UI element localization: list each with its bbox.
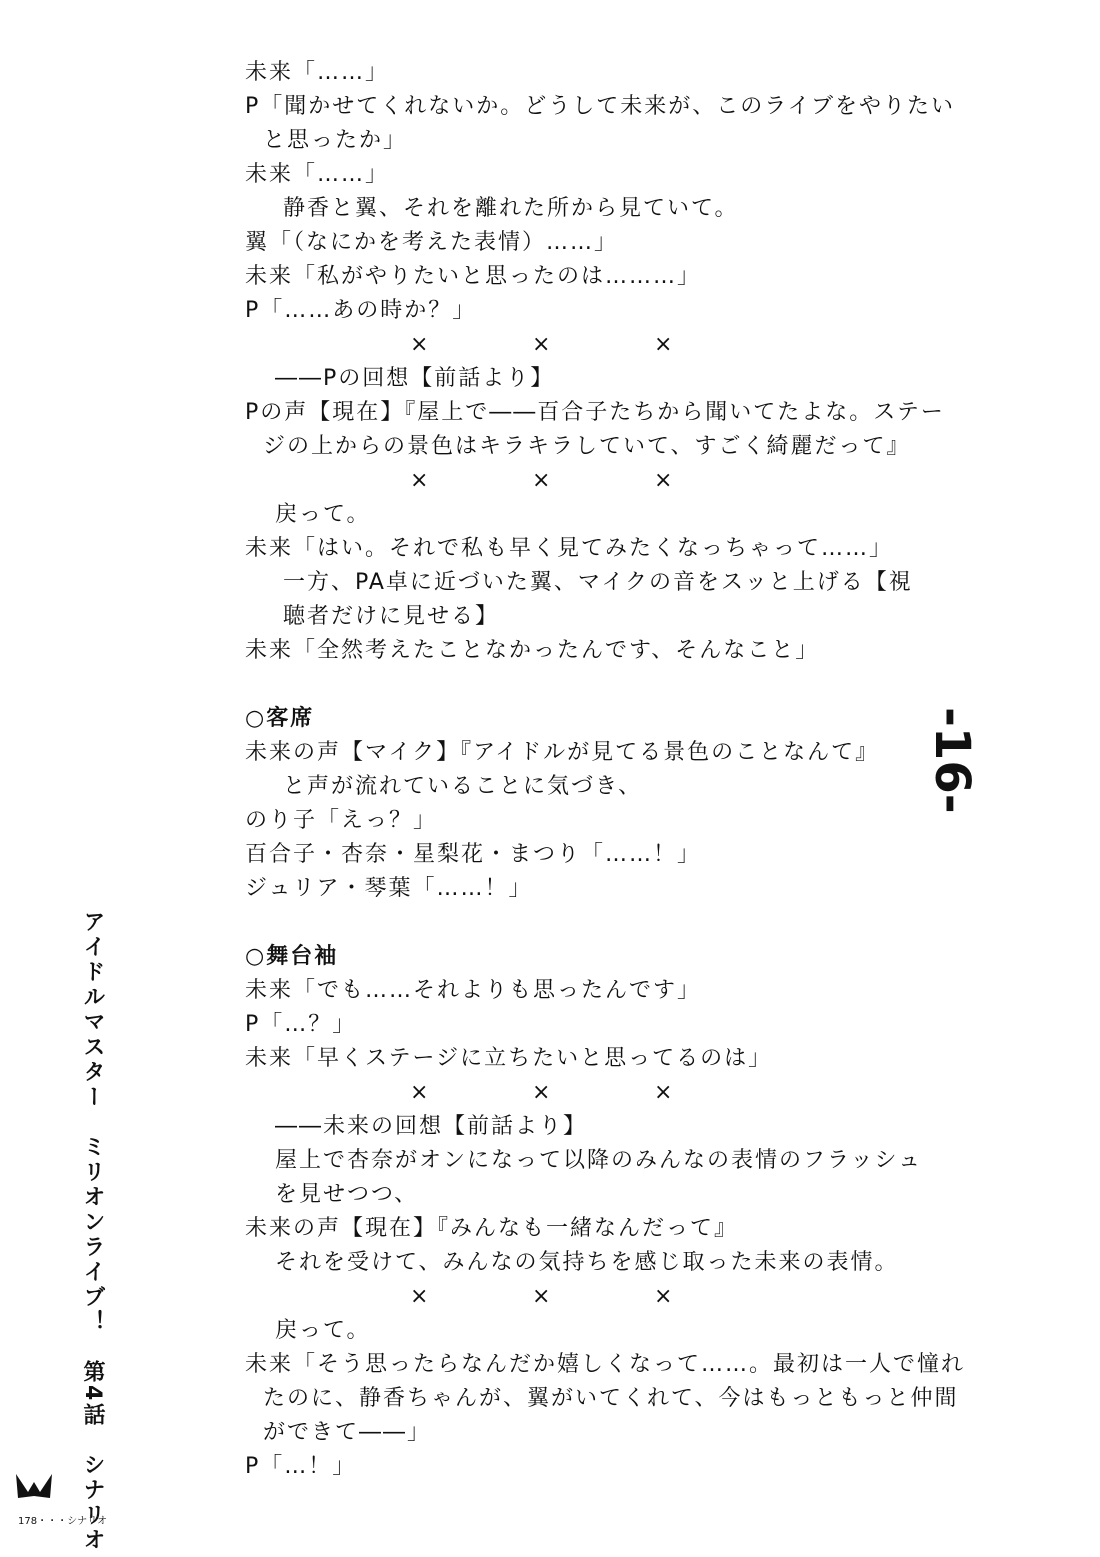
script-line: たのに、静香ちゃんが、翼がいてくれて、今はもっともっと仲間 xyxy=(263,1386,959,1411)
separator-mark: × xyxy=(654,332,673,357)
script-line: と声が流れていることに気づき、 xyxy=(283,774,643,799)
script-line: を見せつつ、 xyxy=(275,1182,419,1207)
scene-heading: ○客席 xyxy=(245,706,315,731)
script-line: 聴者だけに見せる】 xyxy=(283,604,500,629)
script-line: 未来「はい。それで私も早く見てみたくなっちゃって……」 xyxy=(245,536,894,561)
script-line: ――Pの回想【前話より】 xyxy=(275,366,555,391)
footer-page-label: 178・・・シナリオ xyxy=(18,1516,107,1527)
script-line: Pの声【現在】『屋上で――百合子たちから聞いてたよな。ステー xyxy=(245,400,945,425)
script-line: P「…！」 xyxy=(245,1454,357,1479)
scene-separator xyxy=(245,1076,855,1110)
script-line: 屋上で杏奈がオンになって以降のみんなの表情のフラッシュ xyxy=(275,1148,923,1173)
scene-separator xyxy=(245,1280,855,1314)
separator-mark: × xyxy=(410,332,429,357)
script-line: 未来「でも……それよりも思ったんです」 xyxy=(245,978,702,1003)
script-line: ――未来の回想【前話より】 xyxy=(275,1114,588,1139)
script-line: 未来「全然考えたことなかったんです、そんなこと」 xyxy=(245,638,820,663)
separator-mark: × xyxy=(654,1284,673,1309)
script-line: P「聞かせてくれないか。どうして未来が、このライブをやりたい xyxy=(245,94,955,119)
script-line: それを受けて、みんなの気持ちを感じ取った未来の表情。 xyxy=(275,1250,899,1275)
separator-mark: × xyxy=(532,468,551,493)
scene-separator xyxy=(245,328,855,362)
script-line: 未来の声【マイク】『アイドルが見てる景色のことなんて』 xyxy=(245,740,880,765)
script-line: 未来の声【現在】『みんなも一緒なんだって』 xyxy=(245,1216,739,1241)
separator-mark: × xyxy=(532,1080,551,1105)
blank-line xyxy=(245,668,855,702)
page-number: -16- xyxy=(924,706,980,814)
separator-mark: × xyxy=(410,468,429,493)
blank-line xyxy=(245,906,855,940)
scene-separator xyxy=(245,464,855,498)
script-line: 翼「（なにかを考えた表情）……」 xyxy=(245,230,619,255)
script-line: ジの上からの景色はキラキラしていて、すごく綺麗だって』 xyxy=(263,434,911,459)
separator-mark: × xyxy=(410,1080,429,1105)
separator-mark: × xyxy=(532,1284,551,1309)
script-line: 戻って。 xyxy=(275,502,371,527)
script-line: P「…？」 xyxy=(245,1012,357,1037)
script-line: 未来「……」 xyxy=(245,60,390,85)
script-line: 戻って。 xyxy=(275,1318,371,1343)
script-line: ジュリア・琴葉「……！」 xyxy=(245,876,533,901)
butterfly-logo-icon xyxy=(14,1470,54,1500)
script-line: 静香と翼、それを離れた所から見ていて。 xyxy=(283,196,739,221)
script-line: 未来「そう思ったらなんだか嬉しくなって……。最初は一人で憧れ xyxy=(245,1352,966,1377)
script-line: 百合子・杏奈・星梨花・まつり「……！」 xyxy=(245,842,702,867)
script-line: ができて――」 xyxy=(263,1420,432,1445)
scene-heading: ○舞台袖 xyxy=(245,944,339,969)
script-line: 一方、PA卓に近づいた翼、マイクの音をスッと上げる【視 xyxy=(283,570,913,595)
separator-mark: × xyxy=(654,1080,673,1105)
script-line: と思ったか」 xyxy=(263,128,408,153)
script-line: のり子「えっ？」 xyxy=(245,808,438,833)
separator-mark: × xyxy=(532,332,551,357)
separator-mark: × xyxy=(654,468,673,493)
script-line: P「……あの時か？」 xyxy=(245,298,477,323)
script-line: 未来「早くステージに立ちたいと思ってるのは」 xyxy=(245,1046,773,1071)
separator-mark: × xyxy=(410,1284,429,1309)
script-line: 未来「……」 xyxy=(245,162,390,187)
script-line: 未来「私がやりたいと思ったのは………」 xyxy=(245,264,702,289)
book-title: アイドルマスター ミリオンライブ！ 第4話 シナリオ xyxy=(80,910,105,1554)
